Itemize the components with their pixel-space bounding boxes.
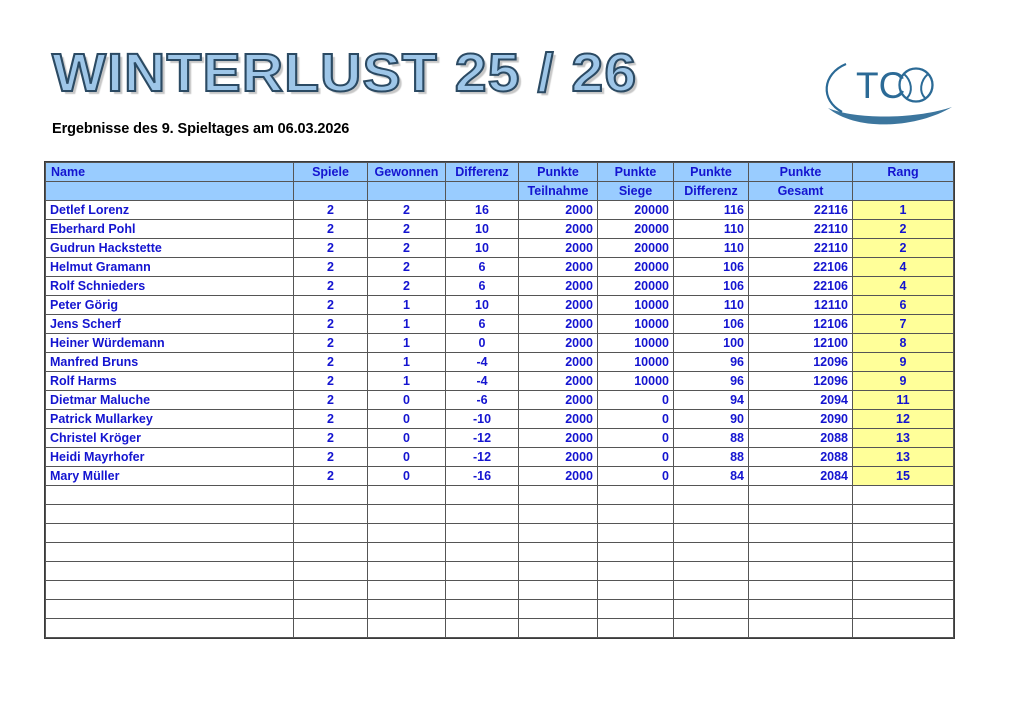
- cell-spiele: 2: [294, 467, 368, 486]
- cell-name: Christel Kröger: [46, 429, 294, 448]
- cell-name: Patrick Mullarkey: [46, 410, 294, 429]
- cell-punkte-gesamt: 2094: [749, 391, 853, 410]
- cell-gewonnen: 0: [368, 410, 446, 429]
- cell-empty: [368, 562, 446, 581]
- column-subheader-siege: Siege: [598, 182, 674, 201]
- cell-empty: [368, 619, 446, 638]
- cell-punkte-differenz: 90: [674, 410, 749, 429]
- cell-empty: [853, 562, 954, 581]
- cell-punkte-siege: 0: [598, 448, 674, 467]
- cell-rang: 4: [853, 258, 954, 277]
- cell-empty: [749, 581, 853, 600]
- club-logo: [812, 52, 962, 132]
- cell-empty: [368, 524, 446, 543]
- cell-empty: [749, 524, 853, 543]
- cell-spiele: 2: [294, 239, 368, 258]
- table-row: [46, 201, 954, 220]
- cell-differenz: 10: [446, 220, 519, 239]
- header-row-sub: [46, 182, 954, 201]
- cell-punkte-differenz: 106: [674, 258, 749, 277]
- table-row: [46, 467, 954, 486]
- cell-empty: [519, 543, 598, 562]
- cell-name: Dietmar Maluche: [46, 391, 294, 410]
- cell-gewonnen: 2: [368, 277, 446, 296]
- table-head: [46, 163, 954, 201]
- cell-punkte-differenz: 88: [674, 429, 749, 448]
- cell-punkte-siege: 10000: [598, 334, 674, 353]
- cell-empty: [46, 505, 294, 524]
- cell-rang: 7: [853, 315, 954, 334]
- cell-punkte-teilnahme: 2000: [519, 201, 598, 220]
- cell-name: Eberhard Pohl: [46, 220, 294, 239]
- column-subheader-teilnahme: Teilnahme: [519, 182, 598, 201]
- cell-empty: [519, 600, 598, 619]
- cell-differenz: -10: [446, 410, 519, 429]
- cell-rang: 2: [853, 239, 954, 258]
- cell-empty: [46, 581, 294, 600]
- cell-empty: [294, 524, 368, 543]
- column-subheader-differenz: [446, 182, 519, 201]
- cell-spiele: 2: [294, 410, 368, 429]
- cell-gewonnen: 1: [368, 296, 446, 315]
- club-logo-svg: [812, 52, 962, 132]
- cell-empty: [368, 486, 446, 505]
- cell-empty: [519, 486, 598, 505]
- cell-empty: [853, 505, 954, 524]
- cell-punkte-gesamt: 12110: [749, 296, 853, 315]
- cell-gewonnen: 2: [368, 258, 446, 277]
- logo-arc-left: [827, 64, 846, 112]
- cell-punkte-siege: 0: [598, 410, 674, 429]
- cell-empty: [853, 543, 954, 562]
- column-subheader-gewonnen: [368, 182, 446, 201]
- cell-empty: [674, 524, 749, 543]
- column-subheader-punkte-differenz: Differenz: [674, 182, 749, 201]
- cell-differenz: 10: [446, 296, 519, 315]
- cell-spiele: 2: [294, 315, 368, 334]
- cell-punkte-gesamt: 2084: [749, 467, 853, 486]
- cell-gewonnen: 1: [368, 372, 446, 391]
- cell-punkte-teilnahme: 2000: [519, 353, 598, 372]
- table-row-empty: [46, 524, 954, 543]
- cell-spiele: 2: [294, 258, 368, 277]
- logo-swoosh: [828, 107, 952, 124]
- cell-punkte-siege: 20000: [598, 258, 674, 277]
- cell-empty: [294, 505, 368, 524]
- column-header-punkte-gesamt: Punkte: [749, 163, 853, 182]
- table-row: [46, 391, 954, 410]
- table-row-empty: [46, 543, 954, 562]
- cell-punkte-gesamt: 22110: [749, 220, 853, 239]
- cell-empty: [749, 562, 853, 581]
- column-subheader-rang: [853, 182, 954, 201]
- cell-gewonnen: 2: [368, 201, 446, 220]
- column-header-name: Name: [46, 163, 294, 182]
- cell-rang: 1: [853, 201, 954, 220]
- cell-differenz: -16: [446, 467, 519, 486]
- table-row-empty: [46, 562, 954, 581]
- logo-text-tc: TC: [856, 65, 906, 106]
- cell-rang: 8: [853, 334, 954, 353]
- cell-differenz: 6: [446, 277, 519, 296]
- cell-empty: [598, 619, 674, 638]
- cell-empty: [674, 505, 749, 524]
- cell-punkte-differenz: 106: [674, 315, 749, 334]
- table-row-empty: [46, 486, 954, 505]
- cell-differenz: -4: [446, 372, 519, 391]
- cell-empty: [853, 486, 954, 505]
- cell-empty: [294, 581, 368, 600]
- cell-name: Rolf Harms: [46, 372, 294, 391]
- cell-gewonnen: 1: [368, 315, 446, 334]
- table-row: [46, 429, 954, 448]
- cell-punkte-teilnahme: 2000: [519, 334, 598, 353]
- cell-punkte-teilnahme: 2000: [519, 429, 598, 448]
- column-subheader-spiele: [294, 182, 368, 201]
- cell-punkte-teilnahme: 2000: [519, 296, 598, 315]
- cell-punkte-siege: 10000: [598, 372, 674, 391]
- cell-empty: [46, 619, 294, 638]
- cell-empty: [368, 505, 446, 524]
- cell-punkte-siege: 20000: [598, 220, 674, 239]
- header-row-top: [46, 163, 954, 182]
- cell-spiele: 2: [294, 277, 368, 296]
- cell-gewonnen: 2: [368, 220, 446, 239]
- cell-punkte-differenz: 100: [674, 334, 749, 353]
- cell-spiele: 2: [294, 296, 368, 315]
- table-row: [46, 372, 954, 391]
- cell-gewonnen: 1: [368, 334, 446, 353]
- cell-gewonnen: 0: [368, 391, 446, 410]
- cell-punkte-gesamt: 22106: [749, 258, 853, 277]
- cell-punkte-gesamt: 12096: [749, 353, 853, 372]
- cell-punkte-gesamt: 12100: [749, 334, 853, 353]
- cell-name: Rolf Schnieders: [46, 277, 294, 296]
- cell-punkte-teilnahme: 2000: [519, 410, 598, 429]
- column-header-punkte-teilnahme: Punkte: [519, 163, 598, 182]
- cell-punkte-siege: 0: [598, 429, 674, 448]
- cell-differenz: -12: [446, 448, 519, 467]
- cell-punkte-gesamt: 2088: [749, 448, 853, 467]
- cell-gewonnen: 0: [368, 467, 446, 486]
- cell-empty: [446, 486, 519, 505]
- table-row: [46, 239, 954, 258]
- table-row-empty: [46, 581, 954, 600]
- cell-empty: [446, 600, 519, 619]
- cell-empty: [446, 543, 519, 562]
- cell-empty: [749, 486, 853, 505]
- cell-empty: [446, 581, 519, 600]
- cell-name: Jens Scherf: [46, 315, 294, 334]
- cell-name: Detlef Lorenz: [46, 201, 294, 220]
- cell-empty: [46, 486, 294, 505]
- cell-empty: [674, 600, 749, 619]
- cell-gewonnen: 1: [368, 353, 446, 372]
- cell-empty: [749, 600, 853, 619]
- cell-punkte-siege: 20000: [598, 277, 674, 296]
- cell-empty: [519, 619, 598, 638]
- results-table-container: [45, 162, 953, 638]
- column-header-punkte-siege: Punkte: [598, 163, 674, 182]
- cell-spiele: 2: [294, 448, 368, 467]
- cell-punkte-differenz: 88: [674, 448, 749, 467]
- cell-empty: [519, 581, 598, 600]
- cell-punkte-teilnahme: 2000: [519, 239, 598, 258]
- cell-rang: 13: [853, 429, 954, 448]
- table-body: [46, 201, 954, 638]
- table-row: [46, 296, 954, 315]
- cell-punkte-teilnahme: 2000: [519, 448, 598, 467]
- cell-empty: [598, 524, 674, 543]
- cell-empty: [598, 562, 674, 581]
- cell-punkte-siege: 20000: [598, 239, 674, 258]
- cell-rang: 11: [853, 391, 954, 410]
- cell-name: Mary Müller: [46, 467, 294, 486]
- cell-punkte-teilnahme: 2000: [519, 315, 598, 334]
- page-header: [0, 0, 1024, 160]
- cell-punkte-siege: 0: [598, 467, 674, 486]
- cell-empty: [674, 619, 749, 638]
- cell-empty: [674, 543, 749, 562]
- cell-empty: [446, 524, 519, 543]
- cell-differenz: -4: [446, 353, 519, 372]
- cell-empty: [46, 543, 294, 562]
- cell-empty: [598, 486, 674, 505]
- cell-empty: [46, 562, 294, 581]
- cell-empty: [853, 524, 954, 543]
- cell-punkte-gesamt: 22106: [749, 277, 853, 296]
- cell-punkte-teilnahme: 2000: [519, 220, 598, 239]
- cell-punkte-siege: 10000: [598, 315, 674, 334]
- cell-punkte-differenz: 94: [674, 391, 749, 410]
- cell-name: Heidi Mayrhofer: [46, 448, 294, 467]
- cell-punkte-teilnahme: 2000: [519, 391, 598, 410]
- cell-rang: 6: [853, 296, 954, 315]
- cell-punkte-gesamt: 22110: [749, 239, 853, 258]
- cell-empty: [749, 619, 853, 638]
- table-row: [46, 353, 954, 372]
- table-row-empty: [46, 619, 954, 638]
- table-row: [46, 410, 954, 429]
- cell-spiele: 2: [294, 372, 368, 391]
- cell-punkte-gesamt: 12106: [749, 315, 853, 334]
- cell-name: Peter Görig: [46, 296, 294, 315]
- cell-rang: 9: [853, 372, 954, 391]
- cell-empty: [368, 581, 446, 600]
- cell-empty: [598, 581, 674, 600]
- cell-differenz: 16: [446, 201, 519, 220]
- cell-rang: 9: [853, 353, 954, 372]
- cell-punkte-gesamt: 2090: [749, 410, 853, 429]
- column-header-gewonnen: Gewonnen: [368, 163, 446, 182]
- cell-empty: [46, 524, 294, 543]
- cell-differenz: -6: [446, 391, 519, 410]
- column-header-spiele: Spiele: [294, 163, 368, 182]
- table-row-empty: [46, 600, 954, 619]
- column-header-punkte-differenz: Punkte: [674, 163, 749, 182]
- cell-differenz: 6: [446, 258, 519, 277]
- cell-name: Gudrun Hackstette: [46, 239, 294, 258]
- cell-punkte-teilnahme: 2000: [519, 372, 598, 391]
- cell-empty: [519, 562, 598, 581]
- cell-spiele: 2: [294, 220, 368, 239]
- cell-gewonnen: 2: [368, 239, 446, 258]
- cell-gewonnen: 0: [368, 429, 446, 448]
- column-header-differenz: Differenz: [446, 163, 519, 182]
- cell-punkte-teilnahme: 2000: [519, 258, 598, 277]
- cell-empty: [853, 619, 954, 638]
- cell-spiele: 2: [294, 353, 368, 372]
- cell-punkte-differenz: 110: [674, 296, 749, 315]
- table-row: [46, 258, 954, 277]
- column-header-rang: Rang: [853, 163, 954, 182]
- cell-empty: [598, 600, 674, 619]
- cell-empty: [294, 543, 368, 562]
- cell-empty: [853, 581, 954, 600]
- table-row: [46, 277, 954, 296]
- cell-rang: 15: [853, 467, 954, 486]
- cell-punkte-gesamt: 22116: [749, 201, 853, 220]
- cell-empty: [749, 543, 853, 562]
- cell-punkte-differenz: 110: [674, 239, 749, 258]
- cell-empty: [674, 486, 749, 505]
- column-subheader-name: [46, 182, 294, 201]
- cell-name: Heiner Würdemann: [46, 334, 294, 353]
- cell-punkte-differenz: 106: [674, 277, 749, 296]
- cell-punkte-gesamt: 12096: [749, 372, 853, 391]
- cell-empty: [368, 543, 446, 562]
- cell-punkte-siege: 0: [598, 391, 674, 410]
- page-subtitle: Ergebnisse des 9. Spieltages am 06.03.2026: [52, 121, 350, 137]
- table-row: [46, 220, 954, 239]
- cell-empty: [519, 524, 598, 543]
- cell-spiele: 2: [294, 334, 368, 353]
- cell-punkte-differenz: 84: [674, 467, 749, 486]
- column-subheader-gesamt: Gesamt: [749, 182, 853, 201]
- cell-punkte-differenz: 96: [674, 353, 749, 372]
- cell-punkte-differenz: 116: [674, 201, 749, 220]
- cell-punkte-siege: 20000: [598, 201, 674, 220]
- cell-differenz: 6: [446, 315, 519, 334]
- cell-punkte-differenz: 110: [674, 220, 749, 239]
- table-row: [46, 315, 954, 334]
- cell-empty: [446, 562, 519, 581]
- cell-punkte-gesamt: 2088: [749, 429, 853, 448]
- cell-empty: [598, 505, 674, 524]
- cell-punkte-differenz: 96: [674, 372, 749, 391]
- table-row: [46, 448, 954, 467]
- cell-empty: [519, 505, 598, 524]
- table-row: [46, 334, 954, 353]
- cell-punkte-siege: 10000: [598, 353, 674, 372]
- cell-empty: [749, 505, 853, 524]
- cell-name: Helmut Gramann: [46, 258, 294, 277]
- cell-empty: [294, 562, 368, 581]
- cell-differenz: 10: [446, 239, 519, 258]
- cell-spiele: 2: [294, 201, 368, 220]
- cell-empty: [368, 600, 446, 619]
- cell-rang: 2: [853, 220, 954, 239]
- cell-empty: [598, 543, 674, 562]
- cell-rang: 4: [853, 277, 954, 296]
- page-title: WINTERLUST 25 / 26: [52, 43, 638, 103]
- results-table: [45, 162, 954, 638]
- cell-spiele: 2: [294, 429, 368, 448]
- cell-empty: [294, 486, 368, 505]
- cell-empty: [446, 619, 519, 638]
- cell-empty: [294, 600, 368, 619]
- cell-empty: [674, 581, 749, 600]
- cell-empty: [853, 600, 954, 619]
- cell-punkte-siege: 10000: [598, 296, 674, 315]
- cell-differenz: 0: [446, 334, 519, 353]
- cell-empty: [294, 619, 368, 638]
- cell-punkte-teilnahme: 2000: [519, 277, 598, 296]
- cell-gewonnen: 0: [368, 448, 446, 467]
- cell-name: Manfred Bruns: [46, 353, 294, 372]
- table-row-empty: [46, 505, 954, 524]
- cell-empty: [674, 562, 749, 581]
- cell-rang: 12: [853, 410, 954, 429]
- cell-spiele: 2: [294, 391, 368, 410]
- cell-differenz: -12: [446, 429, 519, 448]
- cell-punkte-teilnahme: 2000: [519, 467, 598, 486]
- cell-empty: [446, 505, 519, 524]
- cell-rang: 13: [853, 448, 954, 467]
- cell-empty: [46, 600, 294, 619]
